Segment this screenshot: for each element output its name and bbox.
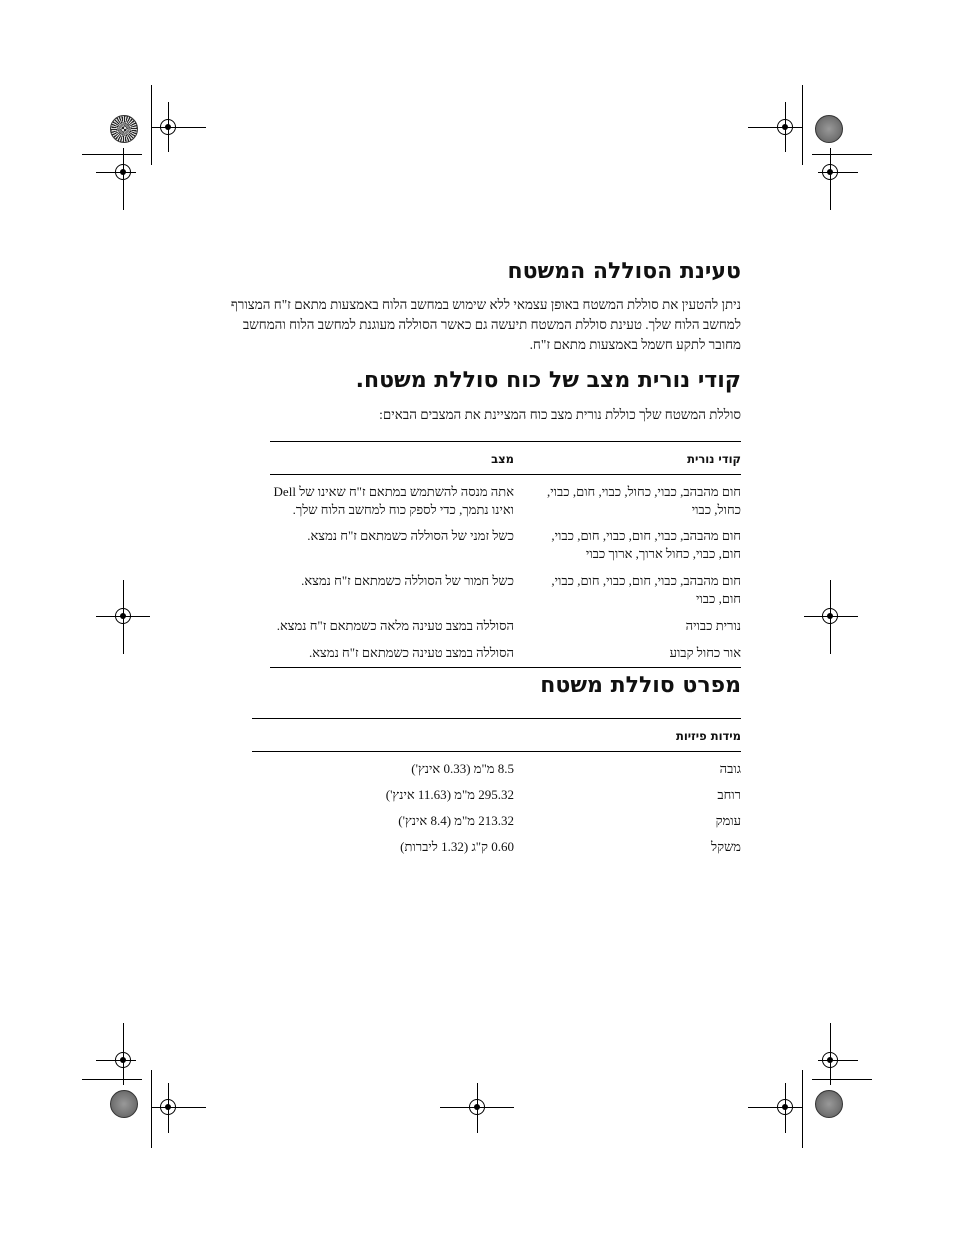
light-codes-intro: סוללת המשטח שלך כוללת נורית מצב כוח המציינת את המצבים הבאים: xyxy=(379,407,741,422)
registration-mark-icon xyxy=(115,164,131,180)
starburst-icon xyxy=(815,1090,843,1118)
cell-state: כשל חמור של הסוללה כשמתאם ז"ח נמצא. xyxy=(301,573,514,588)
table-row xyxy=(252,831,741,857)
spec-label: רוחב xyxy=(717,787,741,802)
table-header-row xyxy=(252,719,741,752)
cell-state: הסוללה במצב טעינה כשמתאם ז"ח נמצא. xyxy=(309,645,514,660)
table-row xyxy=(252,752,741,780)
registration-mark-icon xyxy=(777,119,793,135)
spec-label: גובה xyxy=(719,761,741,776)
table-row xyxy=(252,779,741,805)
registration-mark-icon xyxy=(822,608,838,624)
spec-label: משקל xyxy=(711,839,741,854)
registration-mark-icon xyxy=(777,1099,793,1115)
registration-mark-icon xyxy=(115,608,131,624)
cell-code: חום מהבהב, כבוי, כחול, כבוי, חום, כבוי, כחול, כבוי xyxy=(547,484,741,517)
spec-value: 295.32 מ"מ (11.63 אינץ') xyxy=(385,787,514,802)
spec-value: 213.32 מ"מ (8.4 אינץ') xyxy=(398,813,514,828)
registration-mark-icon xyxy=(822,164,838,180)
table-header-row xyxy=(270,442,741,475)
cell-code: חום מהבהב, כבוי, חום, כבוי, חום, כבוי, חום, כבוי, כחול ארוך, ארוך כבוי xyxy=(551,528,741,561)
starburst-icon xyxy=(110,1090,138,1118)
header-physical: מידות פיזיות xyxy=(526,719,741,752)
registration-mark-icon xyxy=(160,1099,176,1115)
charging-paragraph: ניתן להטעין את סוללת המשטח באופן עצמאי ללא שימוש במחשב הלוח באמצעות מתאם ז"ח המצורף למחשב הלוח שלך. טעינת סוללת המשטח תיעשה גם כאשר הסוללה מעוגנת למחשב הלוח והמחשב מחובר לתקע חשמל באמצעות מתאם ז"ח. xyxy=(230,297,741,352)
registration-mark-icon xyxy=(115,1052,131,1068)
table-row xyxy=(252,805,741,831)
starburst-icon xyxy=(815,115,843,143)
cell-code: אור כחול קבוע xyxy=(669,645,741,660)
cell-code: נורית כבויה xyxy=(685,618,741,633)
specs-title: מפרט סוללת משטח xyxy=(540,673,741,698)
cell-state: כשל זמני של הסוללה כשמתאם ז"ח נמצא. xyxy=(307,528,514,543)
spec-value: 0.60 ק"ג (1.32 ליברות) xyxy=(400,839,514,854)
header-state: מצב xyxy=(491,452,514,466)
table-row xyxy=(270,475,741,520)
specs-table xyxy=(252,718,741,857)
registration-mark-icon xyxy=(822,1052,838,1068)
table-row xyxy=(270,519,741,563)
registration-mark-icon xyxy=(469,1099,485,1115)
charging-title: טעינת הסוללה המשטח xyxy=(507,259,741,284)
table-row xyxy=(270,635,741,668)
cell-code: חום מהבהב, כבוי, חום, כבוי, חום, כבוי, חום, כבוי xyxy=(551,573,741,606)
cell-state: הסוללה במצב טעינה מלאה כשמתאם ז"ח נמצא. xyxy=(276,618,514,633)
header-code: קודי נורית xyxy=(687,452,741,466)
table-row xyxy=(270,608,741,635)
registration-mark-icon xyxy=(160,119,176,135)
table-row xyxy=(270,563,741,608)
spec-value: 8.5 מ"מ (0.33 אינץ') xyxy=(411,761,514,776)
starburst-icon xyxy=(110,115,138,143)
cell-state: אתה מנסה להשתמש במתאם ז"ח שאינו של Dell ואינו נתמך, כדי לספק כוח למחשב הלוח שלך. xyxy=(273,484,514,517)
light-codes-table xyxy=(270,441,741,668)
spec-label: עומק xyxy=(715,813,741,828)
light-codes-title: קודי נורית מצב של כוח סוללת משטח. xyxy=(355,368,741,393)
